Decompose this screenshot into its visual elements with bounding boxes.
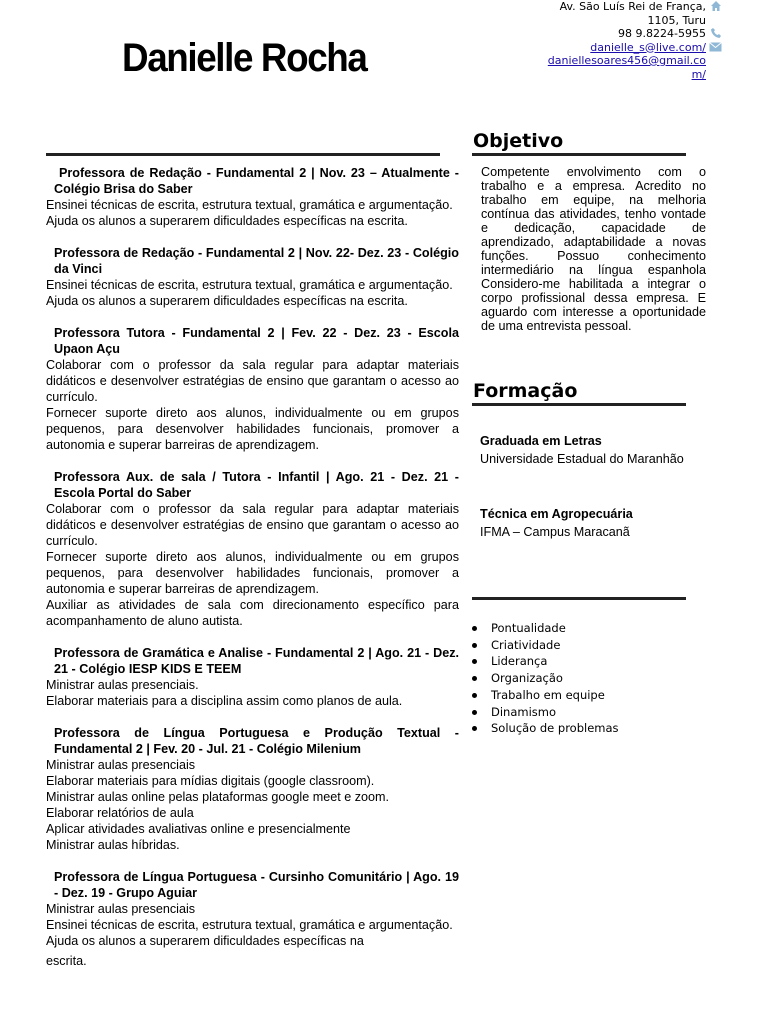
bullet-icon — [472, 643, 477, 648]
degree-title: Técnica em Agropecuária — [480, 507, 633, 521]
contact-block — [466, 0, 706, 81]
job-entry — [46, 725, 459, 853]
job-description: Fornecer suporte direto aos alunos, individualmente ou em grupos pequenos, para desenvolver habilidades funcionais, promover a autonomia e superar barreiras de aprendizagem. — [46, 550, 459, 596]
email-1 — [466, 41, 706, 55]
job-entry — [46, 245, 459, 309]
job-title: Professora Tutora - Fundamental 2 | Fev. 22 - Dez. 23 - Escola Upaon Açu — [54, 326, 459, 356]
education-heading: Formação — [473, 380, 578, 402]
job-description: Ensinei técnicas de escrita, estrutura textual, gramática e argumentação. — [46, 198, 453, 212]
skill-item: Organização — [472, 670, 619, 687]
bullet-icon — [472, 726, 477, 731]
job-description: Colaborar com o professor da sala regular para adaptar materiais didáticos e desenvolver estratégias de ensino que garantam o acesso ao currículo. — [46, 502, 459, 548]
phone-number: 98 9.8224-5955 — [618, 27, 706, 40]
job-description: Ministrar aulas híbridas. — [46, 838, 180, 852]
experience-section — [46, 165, 459, 985]
job-description: Ensinei técnicas de escrita, estrutura textual, gramática e argumentação. — [46, 918, 453, 932]
skill-item: Trabalho em equipe — [472, 687, 619, 704]
bullet-icon — [472, 659, 477, 664]
job-description: Ministrar aulas presenciais — [46, 758, 196, 772]
job-description: Auxiliar as atividades de sala com direcionamento específico para acompanhamento de aluno autista. — [46, 598, 459, 628]
job-description: Fornecer suporte direto aos alunos, individualmente ou em grupos pequenos, para desenvolver habilidades funcionais, promover a autonomia e superar barreiras de aprendizagem. — [46, 406, 459, 452]
job-title: Professora de Língua Portuguesa - Cursinho Comunitário | Ago. 19 - Dez. 19 - Grupo Aguiar — [54, 870, 459, 900]
address-line-1: Av. São Luís Rei de França, — [559, 0, 706, 13]
education-item — [480, 505, 690, 541]
job-description: Elaborar materiais para a disciplina assim como planos de aula. — [46, 694, 403, 708]
education-item — [480, 432, 690, 468]
bullet-icon — [472, 676, 477, 681]
degree-title: Graduada em Letras — [480, 434, 602, 448]
job-description: Ajuda os alunos a superarem dificuldades específicas na — [46, 934, 364, 948]
job-description: Ajuda os alunos a superarem dificuldades específicas na escrita. — [46, 294, 408, 308]
job-description: Aplicar atividades avaliativas online e presencialmente — [46, 822, 351, 836]
address — [466, 0, 706, 27]
job-title: Professora de Língua Portuguesa e Produção Textual - Fundamental 2 | Fev. 20 - Jul. 21 - Colégio Milenium — [54, 726, 459, 756]
job-description: Ministrar aulas online pelas plataformas google meet e zoom. — [46, 790, 390, 804]
experience-divider — [46, 153, 440, 156]
job-description: Colaborar com o professor da sala regular para adaptar materiais didáticos e desenvolver estratégias de ensino que garantam o acesso ao currículo. — [46, 358, 459, 404]
job-entry — [46, 645, 459, 709]
bullet-icon — [472, 710, 477, 715]
email-link-2[interactable]: daniellesoares456@gmail.co — [547, 54, 706, 67]
job-entry — [46, 869, 459, 969]
objective-heading: Objetivo — [473, 130, 564, 152]
job-title: Professora Aux. de sala / Tutora - Infantil | Ago. 21 - Dez. 21 - Escola Portal do Saber — [54, 470, 459, 500]
job-description: escrita. — [46, 954, 87, 968]
candidate-name: Danielle Rocha — [122, 36, 367, 80]
job-title: Professora de Redação - Fundamental 2 | Nov. 23 – Atualmente - Colégio Brisa do Saber — [54, 166, 459, 196]
home-icon — [708, 0, 722, 12]
skills-list — [472, 620, 619, 737]
skill-item: Liderança — [472, 653, 619, 670]
skill-item: Pontualidade — [472, 620, 619, 637]
job-description: Elaborar materiais para mídias digitais (google classroom). — [46, 774, 375, 788]
bullet-icon — [472, 693, 477, 698]
mail-icon — [708, 42, 722, 54]
job-entry — [46, 165, 459, 229]
email-2 — [466, 54, 706, 81]
job-entry — [46, 469, 459, 629]
job-description: Elaborar relatórios de aula — [46, 806, 194, 820]
job-description: Ajuda os alunos a superarem dificuldades específicas na escrita. — [46, 214, 408, 228]
education-divider — [472, 403, 686, 406]
skill-item: Criatividade — [472, 637, 619, 654]
job-title: Professora de Redação - Fundamental 2 | Nov. 22- Dez. 23 - Colégio da Vinci — [54, 246, 459, 276]
skill-item: Solução de problemas — [472, 720, 619, 737]
job-description: Ensinei técnicas de escrita, estrutura textual, gramática e argumentação. — [46, 278, 453, 292]
address-line-2: 1105, Turu — [647, 13, 706, 27]
degree-institution: Universidade Estadual do Maranhão — [480, 452, 684, 466]
bullet-icon — [472, 626, 477, 631]
email-link-2-cont[interactable]: m/ — [691, 67, 706, 81]
job-description: Ministrar aulas presenciais. — [46, 678, 199, 692]
objective-text: Competente envolvimento com o trabalho e a empresa. Acredito no trabalho em equipe, na melhoria contínua das atividades, tenho vontade e dedicação, capacidade de aprendizado, adaptabilidade a novas funções. Possuo conhecimento intermediário na língua espanhola Considero-me habilitada a integrar o corpo profissional dessa empresa. E aguardo com interesse a oportunidade de uma entrevista pessoal. — [481, 165, 706, 333]
phone — [466, 27, 706, 41]
email-link-1[interactable]: danielle_s@live.com/ — [590, 40, 706, 54]
job-description: Ministrar aulas presenciais — [46, 902, 196, 916]
skill-item: Dinamismo — [472, 704, 619, 721]
objective-divider — [472, 153, 686, 156]
skills-divider — [472, 597, 686, 600]
job-entry — [46, 325, 459, 453]
job-title: Professora de Gramática e Analise - Fundamental 2 | Ago. 21 - Dez. 21 - Colégio IESP KIDS E TEEM — [54, 646, 459, 676]
phone-icon — [708, 27, 722, 39]
degree-institution: IFMA – Campus Maracanã — [480, 525, 630, 539]
